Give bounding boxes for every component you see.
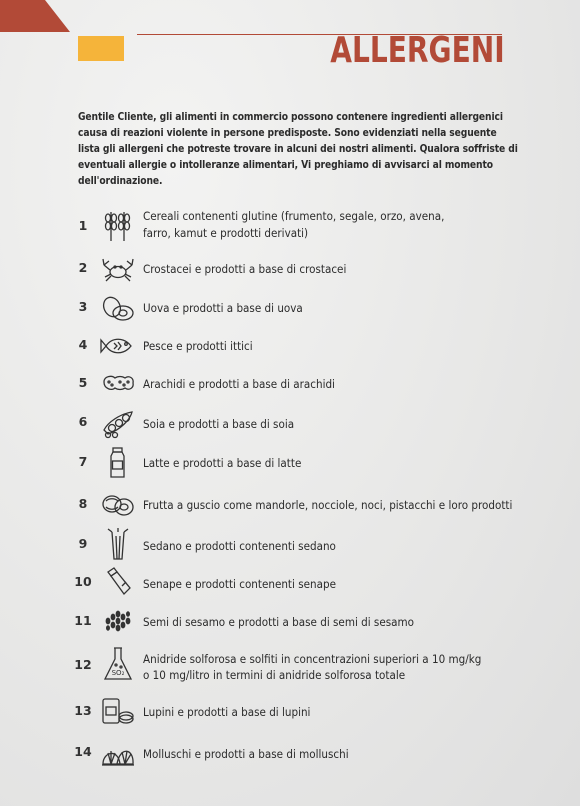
allergen-number: 9	[78, 536, 88, 551]
allergen-number: 7	[78, 454, 88, 469]
allergen-label: Semi di sesamo e prodotti a base di semi di sesamo	[143, 616, 415, 629]
allergen-number: 13	[74, 703, 92, 718]
celery-icon	[100, 528, 136, 562]
allergen-number: 1	[78, 218, 88, 233]
allergen-number: 6	[78, 414, 88, 429]
allergen-label: Soia e prodotti a base di soia	[143, 418, 295, 431]
allergen-number: 5	[78, 375, 88, 390]
allergen-number: 11	[74, 613, 92, 628]
fish-icon	[100, 329, 136, 363]
sesame-icon	[100, 605, 136, 639]
allergen-label: Latte e prodotti a base di latte	[143, 457, 302, 470]
allergen-number: 2	[78, 260, 88, 275]
allergen-label: Senape e prodotti contenenti senape	[143, 578, 336, 591]
lupin-icon	[100, 695, 136, 729]
egg-icon	[100, 291, 136, 325]
yellow-accent-block	[78, 36, 124, 61]
peanut-icon	[100, 367, 136, 401]
nut-icon	[100, 488, 136, 522]
corner-decoration	[0, 0, 70, 32]
allergen-label: Crostacei e prodotti a base di crostacei	[143, 263, 347, 276]
allergen-label: Sedano e prodotti contenenti sedano	[143, 540, 336, 553]
allergen-number: 10	[74, 574, 92, 589]
allergen-number: 3	[78, 299, 88, 314]
sulphite-icon	[100, 646, 136, 684]
soy-icon	[100, 406, 136, 440]
allergen-label-line2: o 10 mg/litro in termini di anidride solforosa totale	[143, 669, 406, 682]
crab-icon	[100, 253, 136, 287]
intro-paragraph: Gentile Cliente, gli alimenti in commercio possono contenere ingredienti allergenici causa di reazioni violente in persone predisposte. Sono evidenziati nella seguente lista gli allergeni che potreste trovare in alcuni dei nostri alimenti. Qualora soffriste di eventuali allergie o intolleranze alimentari, Vi preghiamo di avvisarci al momento dell'ordinazione.	[78, 112, 518, 187]
allergen-label: Arachidi e prodotti a base di arachidi	[143, 378, 335, 391]
allergen-label: Frutta a guscio come mandorle, nocciole, noci, pistacchi e loro prodotti	[143, 499, 513, 512]
allergen-number: 12	[74, 657, 92, 672]
allergen-label: Lupini e prodotti a base di lupini	[143, 706, 311, 719]
allergen-number: 4	[78, 337, 88, 352]
allergen-label-line2: farro, kamut e prodotti derivati)	[143, 227, 309, 240]
wheat-icon	[100, 208, 136, 242]
allergen-label: Pesce e prodotti ittici	[143, 340, 253, 353]
allergen-label: Uova e prodotti a base di uova	[143, 302, 303, 315]
page-title: ALLERGENI	[330, 30, 505, 71]
allergen-label: Molluschi e prodotti a base di molluschi	[143, 748, 349, 761]
shellfish-icon	[100, 736, 136, 770]
allergen-number: 14	[74, 744, 92, 759]
mustard-icon	[100, 566, 136, 600]
milk-icon	[100, 446, 136, 480]
allergen-label: Cereali contenenti glutine (frumento, segale, orzo, avena,	[143, 210, 445, 223]
svg-text:SO₂: SO₂	[111, 669, 125, 677]
allergen-number: 8	[78, 496, 88, 511]
allergen-label: Anidride solforosa e solfiti in concentrazioni superiori a 10 mg/kg	[143, 653, 482, 666]
